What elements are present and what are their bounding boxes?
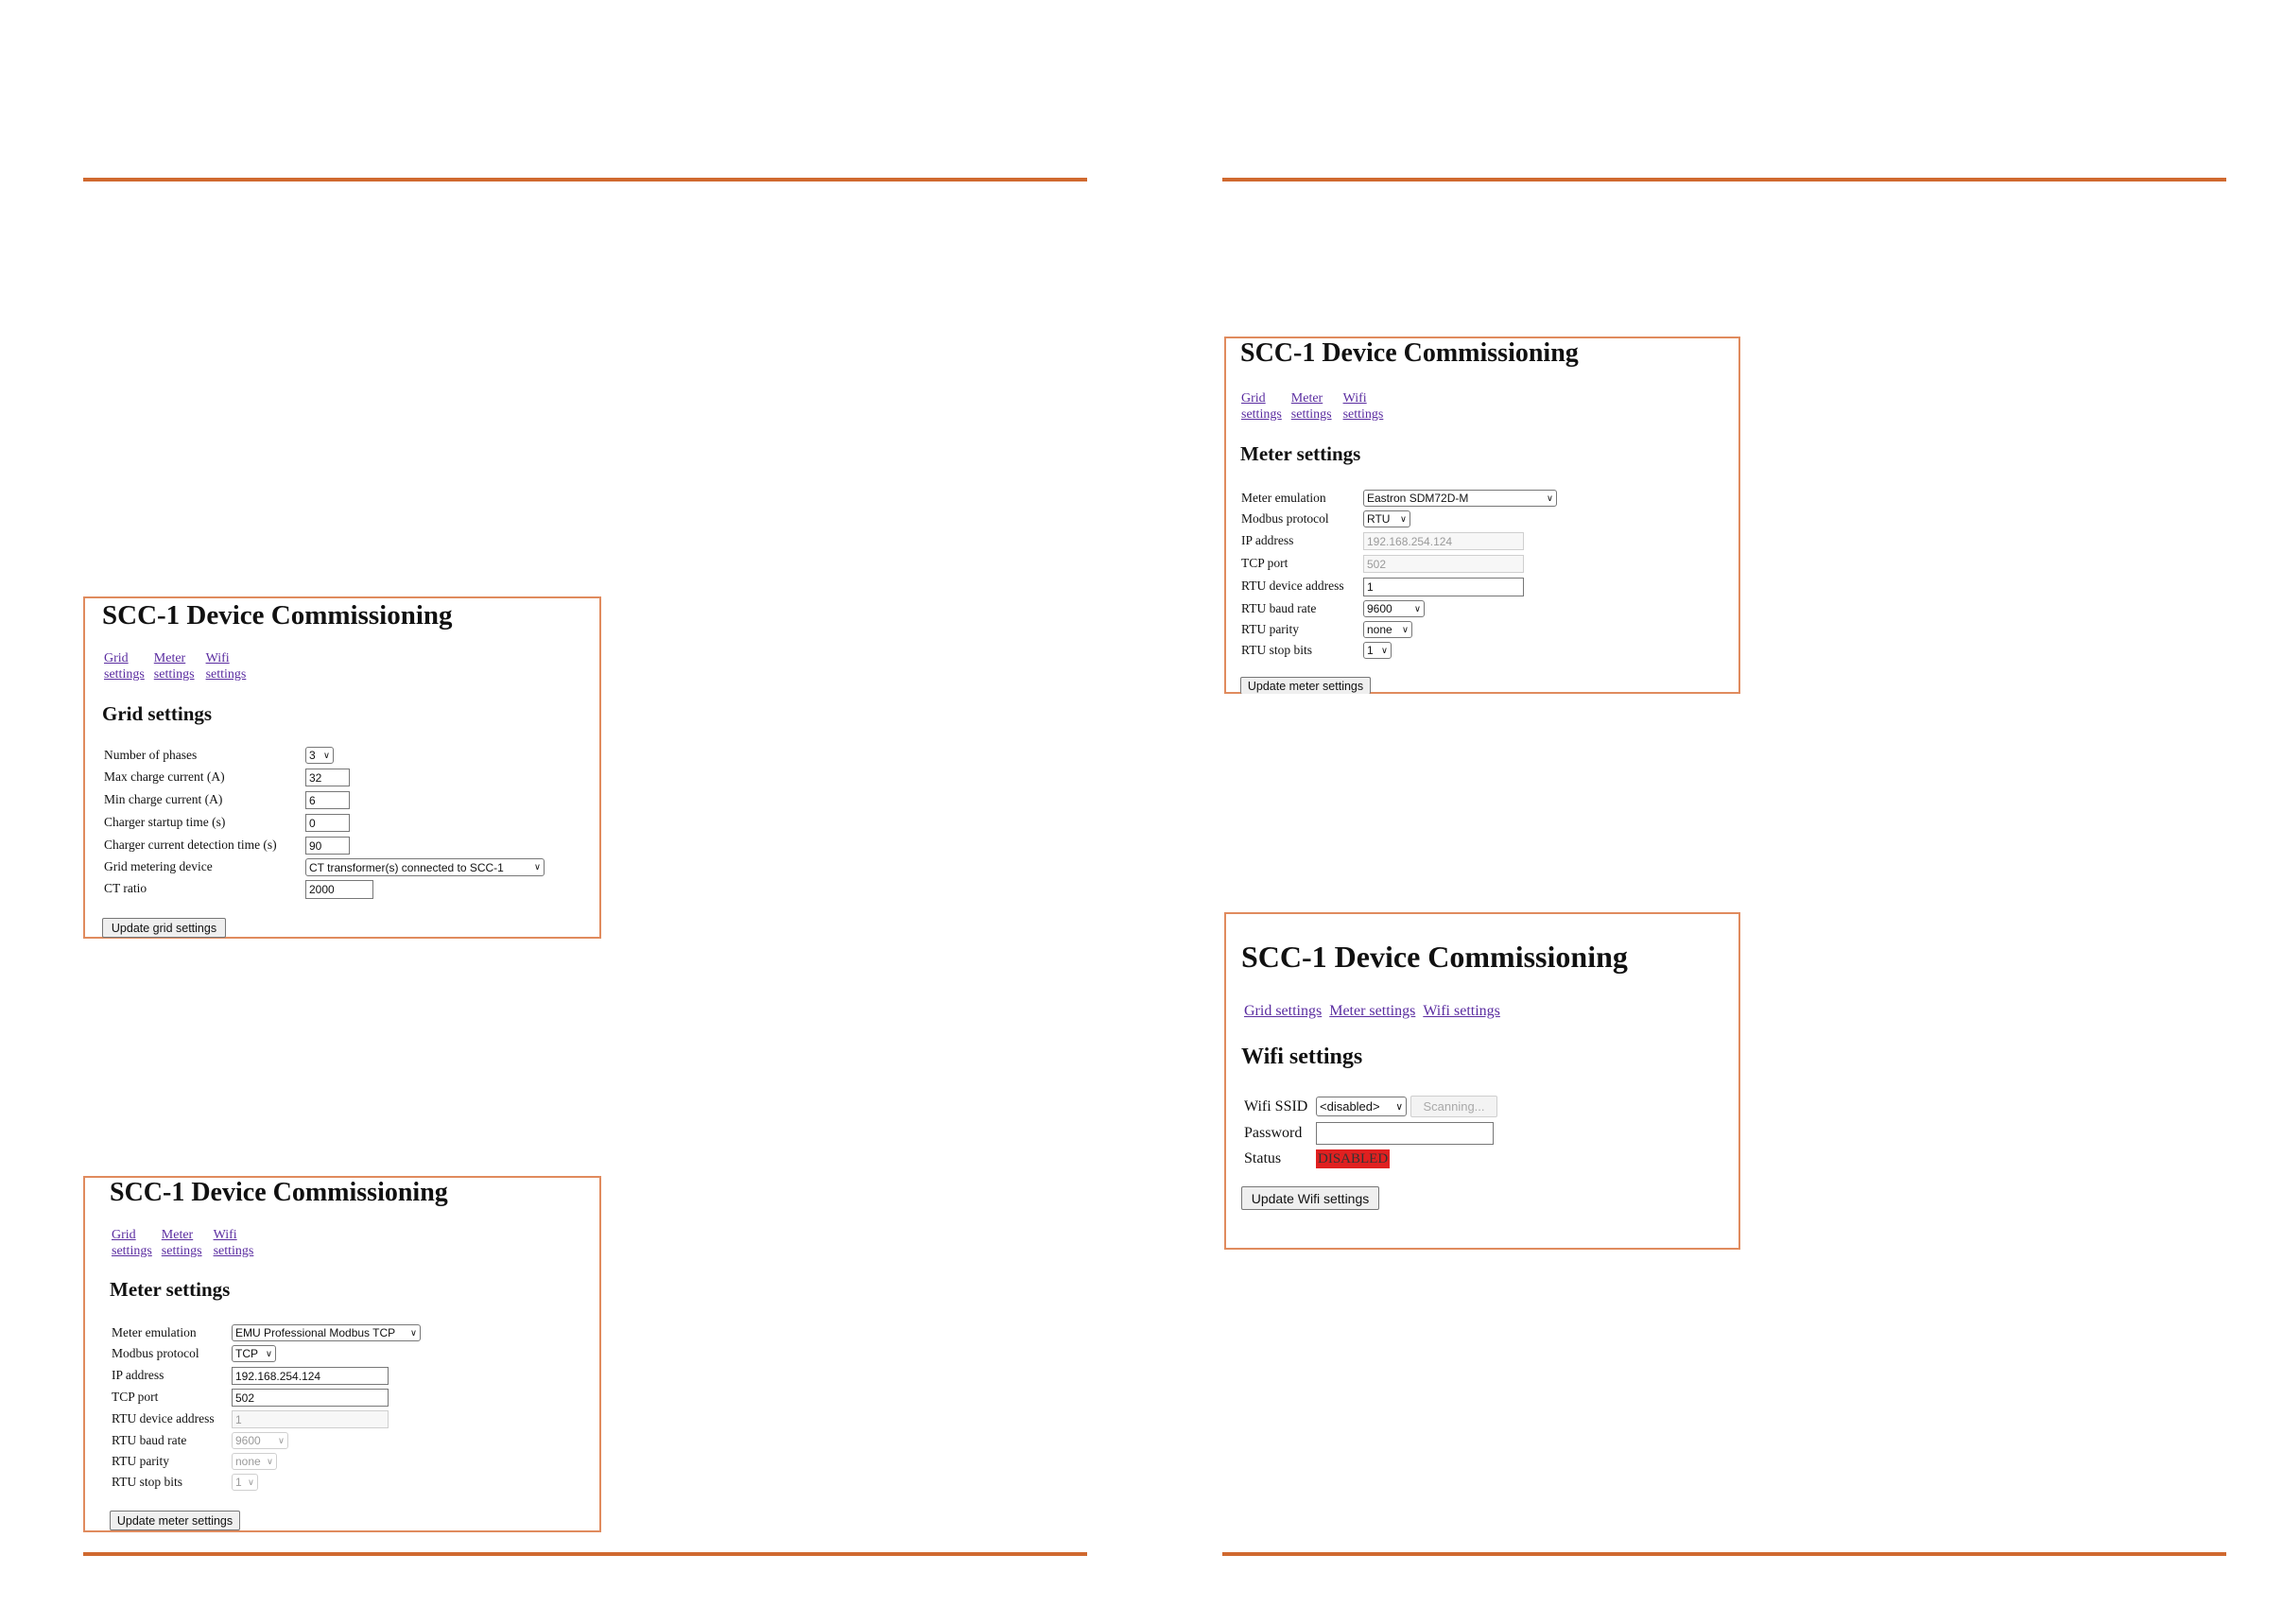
meter-emulation-wrap xyxy=(232,1324,421,1341)
chevron-down-icon: ∨ xyxy=(533,862,541,872)
nav-links xyxy=(1241,390,1383,423)
nav-link-line: Grid xyxy=(112,1228,136,1242)
modbus-protocol-select[interactable] xyxy=(232,1345,276,1362)
stop-bits-wrap xyxy=(1363,642,1392,659)
field-label: Password xyxy=(1244,1125,1303,1141)
meter-settings-form xyxy=(112,1324,594,1494)
bottom-rule-left xyxy=(83,1552,1087,1556)
select-value: 9600 xyxy=(1367,602,1392,615)
field-label: Meter emulation xyxy=(1241,491,1326,505)
min-charge-current-input[interactable]: 6 xyxy=(305,791,350,809)
ct-ratio-wrap xyxy=(305,880,373,899)
field-label: RTU baud rate xyxy=(1241,601,1317,615)
select-value: none xyxy=(1367,623,1392,636)
page-title: SCC-1 Device Commissioning xyxy=(1240,338,1579,368)
field-label: RTU parity xyxy=(1241,622,1300,636)
select-value: 9600 xyxy=(235,1434,261,1447)
top-rule-left xyxy=(83,178,1087,181)
field-label: Min charge current (A) xyxy=(104,792,223,806)
chevron-down-icon: ∨ xyxy=(1546,492,1553,504)
field-row xyxy=(112,1345,199,1362)
ip-address-input[interactable]: 192.168.254.124 xyxy=(232,1367,389,1385)
select-value: none xyxy=(235,1455,261,1468)
nav-link-line: settings xyxy=(205,667,247,682)
field-row xyxy=(112,1367,164,1384)
status-badge: DISABLED xyxy=(1316,1149,1390,1168)
baud-rate-wrap xyxy=(1363,600,1425,617)
field-label: Modbus protocol xyxy=(1241,511,1329,526)
wifi-settings-screenshot xyxy=(1224,912,1740,1250)
chevron-down-icon: ∨ xyxy=(322,750,330,761)
field-label: Charger startup time (s) xyxy=(104,815,226,829)
nav-links xyxy=(112,1227,253,1259)
ssid-wrap xyxy=(1316,1097,1407,1116)
nav-link-grid-settings[interactable]: Grid settings xyxy=(1244,1003,1323,1019)
select-value: EMU Professional Modbus TCP xyxy=(235,1326,396,1339)
field-row xyxy=(1241,621,1299,638)
field-row xyxy=(112,1474,182,1491)
nav-link-meter-settings[interactable]: Meter settings xyxy=(1329,1003,1416,1019)
field-row xyxy=(1241,600,1316,617)
detection-time-wrap xyxy=(305,837,350,855)
nav-link-grid-settings[interactable] xyxy=(112,1227,152,1259)
field-label: Status xyxy=(1244,1150,1282,1166)
field-row xyxy=(1241,490,1326,507)
section-heading: Meter settings xyxy=(1240,442,1361,465)
nav-link-grid-settings[interactable] xyxy=(1241,390,1282,423)
field-label: TCP port xyxy=(112,1390,159,1404)
nav-link-line: Meter xyxy=(161,1228,194,1242)
update-meter-settings-button[interactable]: Update meter settings xyxy=(110,1511,240,1530)
select-value: CT transformer(s) connected to SCC-1 xyxy=(309,860,504,874)
meter-emulation-select[interactable] xyxy=(232,1324,421,1341)
field-row xyxy=(1244,1097,1307,1117)
tcp-port-input[interactable]: 502 xyxy=(1363,555,1524,573)
chevron-down-icon: ∨ xyxy=(1395,1101,1403,1113)
section-heading: Meter settings xyxy=(110,1278,231,1301)
scanning-button[interactable]: Scanning... xyxy=(1410,1096,1497,1117)
field-label: RTU stop bits xyxy=(112,1475,182,1489)
nav-link-line: Grid xyxy=(104,651,129,665)
nav-link-line: Meter xyxy=(1290,391,1323,406)
nav-link-line: settings xyxy=(104,667,145,682)
field-label: IP address xyxy=(112,1368,164,1382)
field-row xyxy=(104,837,277,854)
select-value: RTU xyxy=(1367,512,1391,526)
grid-settings-screenshot xyxy=(83,596,601,939)
field-label: Number of phases xyxy=(104,748,198,762)
field-row xyxy=(112,1432,186,1449)
charger-detection-time-input[interactable]: 90 xyxy=(305,837,350,855)
select-value: 3 xyxy=(309,749,316,762)
nav-link-line: Meter xyxy=(153,651,186,665)
nav-link-wifi-settings[interactable] xyxy=(214,1227,254,1259)
nav-link-line: Wifi xyxy=(1342,391,1367,406)
nav-link-grid-settings[interactable] xyxy=(104,650,145,682)
charger-startup-time-input[interactable]: 0 xyxy=(305,814,350,832)
field-row xyxy=(104,858,213,875)
top-rule-right xyxy=(1222,178,2226,181)
field-label: Meter emulation xyxy=(112,1325,197,1339)
wifi-settings-form xyxy=(1244,1095,1726,1180)
field-row xyxy=(104,814,225,831)
update-grid-settings-button[interactable]: Update grid settings xyxy=(102,918,226,938)
select-value: 1 xyxy=(235,1476,242,1489)
min-current-wrap xyxy=(305,791,350,809)
parity-wrap xyxy=(1363,621,1412,638)
ip-address-wrap xyxy=(232,1367,389,1385)
bottom-rule-right xyxy=(1222,1552,2226,1556)
field-row xyxy=(104,880,147,897)
field-label: Charger current detection time (s) xyxy=(104,838,277,852)
nav-link-line: Wifi xyxy=(205,651,230,665)
field-label: Grid metering device xyxy=(104,859,213,873)
field-label: Wifi SSID xyxy=(1244,1098,1308,1114)
meter-settings-rtu-screenshot xyxy=(1224,337,1740,694)
parity-wrap xyxy=(232,1453,277,1470)
modbus-protocol-wrap xyxy=(232,1345,276,1362)
section-heading: Wifi settings xyxy=(1241,1045,1363,1069)
nav-link-line: settings xyxy=(161,1244,202,1258)
phases-select[interactable] xyxy=(305,747,334,764)
field-label: RTU baud rate xyxy=(112,1433,187,1447)
field-row xyxy=(1241,555,1288,572)
nav-link-wifi-settings[interactable] xyxy=(1343,390,1384,423)
startup-time-wrap xyxy=(305,814,350,832)
chevron-down-icon: ∨ xyxy=(1413,603,1421,614)
field-row xyxy=(112,1389,158,1406)
rtu-address-wrap xyxy=(232,1410,389,1428)
rtu-address-wrap xyxy=(1363,578,1524,596)
field-label: TCP port xyxy=(1241,556,1289,570)
meter-settings-form xyxy=(1241,490,1733,660)
field-label: RTU stop bits xyxy=(1241,643,1312,657)
password-input[interactable] xyxy=(1316,1122,1494,1145)
chevron-down-icon: ∨ xyxy=(265,1348,272,1359)
field-label: RTU device address xyxy=(1241,579,1344,593)
nav-link-line: settings xyxy=(1290,407,1332,422)
section-heading: Grid settings xyxy=(102,702,213,725)
field-label: CT ratio xyxy=(104,881,147,895)
max-charge-current-input[interactable]: 32 xyxy=(305,769,350,786)
field-row xyxy=(1241,578,1344,595)
nav-link-line: Grid xyxy=(1241,391,1266,406)
wifi-ssid-select[interactable] xyxy=(1316,1097,1407,1116)
chevron-down-icon: ∨ xyxy=(247,1477,254,1488)
ct-ratio-input[interactable]: 2000 xyxy=(305,880,373,899)
nav-link-meter-settings[interactable] xyxy=(154,650,195,682)
field-row xyxy=(1244,1149,1281,1169)
field-row xyxy=(1244,1123,1302,1144)
field-row xyxy=(1241,510,1329,527)
field-label: Modbus protocol xyxy=(112,1346,199,1360)
ip-address-input[interactable]: 192.168.254.124 xyxy=(1363,532,1524,550)
rtu-device-address-input[interactable]: 1 xyxy=(1363,578,1524,596)
field-row xyxy=(112,1324,197,1341)
field-label: RTU device address xyxy=(112,1411,215,1425)
nav-link-wifi-settings[interactable]: Wifi settings xyxy=(1423,1003,1500,1019)
rtu-stop-bits-select[interactable] xyxy=(1363,642,1392,659)
baud-rate-wrap xyxy=(232,1432,288,1449)
field-row xyxy=(104,769,225,786)
chevron-down-icon: ∨ xyxy=(409,1327,417,1339)
phases-select-wrap xyxy=(305,747,334,764)
meter-emulation-wrap xyxy=(1363,490,1557,507)
select-value: 1 xyxy=(1367,644,1374,657)
field-row xyxy=(104,747,197,764)
rtu-baud-rate-select[interactable] xyxy=(1363,600,1425,617)
modbus-protocol-select[interactable] xyxy=(1363,510,1410,527)
rtu-parity-select[interactable] xyxy=(232,1453,277,1470)
meter-settings-tcp-screenshot xyxy=(83,1176,601,1532)
page-title: SCC-1 Device Commissioning xyxy=(1241,940,1628,974)
field-label: Max charge current (A) xyxy=(104,769,225,784)
tcp-port-wrap xyxy=(1363,555,1524,573)
tcp-port-input[interactable]: 502 xyxy=(232,1389,389,1407)
nav-link-line: settings xyxy=(112,1244,152,1258)
chevron-down-icon: ∨ xyxy=(1399,513,1407,525)
chevron-down-icon: ∨ xyxy=(266,1456,273,1467)
rtu-stop-bits-select[interactable] xyxy=(232,1474,258,1491)
grid-metering-device-select[interactable] xyxy=(305,858,545,876)
update-wifi-settings-button[interactable]: Update Wifi settings xyxy=(1241,1186,1379,1210)
chevron-down-icon: ∨ xyxy=(277,1435,285,1446)
meter-emulation-select[interactable] xyxy=(1363,490,1557,507)
select-value: Eastron SDM72D-M xyxy=(1367,492,1469,505)
tcp-port-wrap xyxy=(232,1389,389,1407)
select-value: <disabled> xyxy=(1320,1099,1380,1114)
page-title: SCC-1 Device Commissioning xyxy=(110,1178,448,1207)
select-value: TCP xyxy=(235,1347,258,1360)
nav-link-line: settings xyxy=(1342,407,1384,422)
max-current-wrap xyxy=(305,769,350,786)
nav-link-line: settings xyxy=(153,667,195,682)
nav-links xyxy=(1244,1002,1500,1021)
update-meter-settings-button[interactable]: Update meter settings xyxy=(1240,677,1371,694)
nav-links xyxy=(104,650,246,682)
field-label: RTU parity xyxy=(112,1454,170,1468)
rtu-parity-select[interactable] xyxy=(1363,621,1412,638)
nav-link-meter-settings[interactable] xyxy=(162,1227,202,1259)
nav-link-line: settings xyxy=(213,1244,254,1258)
ip-address-wrap xyxy=(1363,532,1524,550)
stop-bits-wrap xyxy=(232,1474,258,1491)
password-wrap xyxy=(1316,1122,1494,1145)
page-title: SCC-1 Device Commissioning xyxy=(102,600,453,631)
nav-link-line: Wifi xyxy=(213,1228,237,1242)
field-row xyxy=(104,791,222,808)
rtu-baud-rate-select[interactable] xyxy=(232,1432,288,1449)
field-row xyxy=(1241,532,1293,549)
nav-link-line: settings xyxy=(1241,407,1282,422)
nav-link-meter-settings[interactable] xyxy=(1291,390,1332,423)
grid-settings-form xyxy=(104,747,596,907)
nav-link-wifi-settings[interactable] xyxy=(206,650,247,682)
rtu-device-address-input[interactable]: 1 xyxy=(232,1410,389,1428)
field-row xyxy=(112,1410,215,1427)
field-row xyxy=(112,1453,169,1470)
field-label: IP address xyxy=(1241,533,1294,547)
chevron-down-icon: ∨ xyxy=(1380,645,1388,656)
field-row xyxy=(1241,642,1312,659)
chevron-down-icon: ∨ xyxy=(1401,624,1409,635)
modbus-protocol-wrap xyxy=(1363,510,1410,527)
metering-device-wrap xyxy=(305,858,545,876)
